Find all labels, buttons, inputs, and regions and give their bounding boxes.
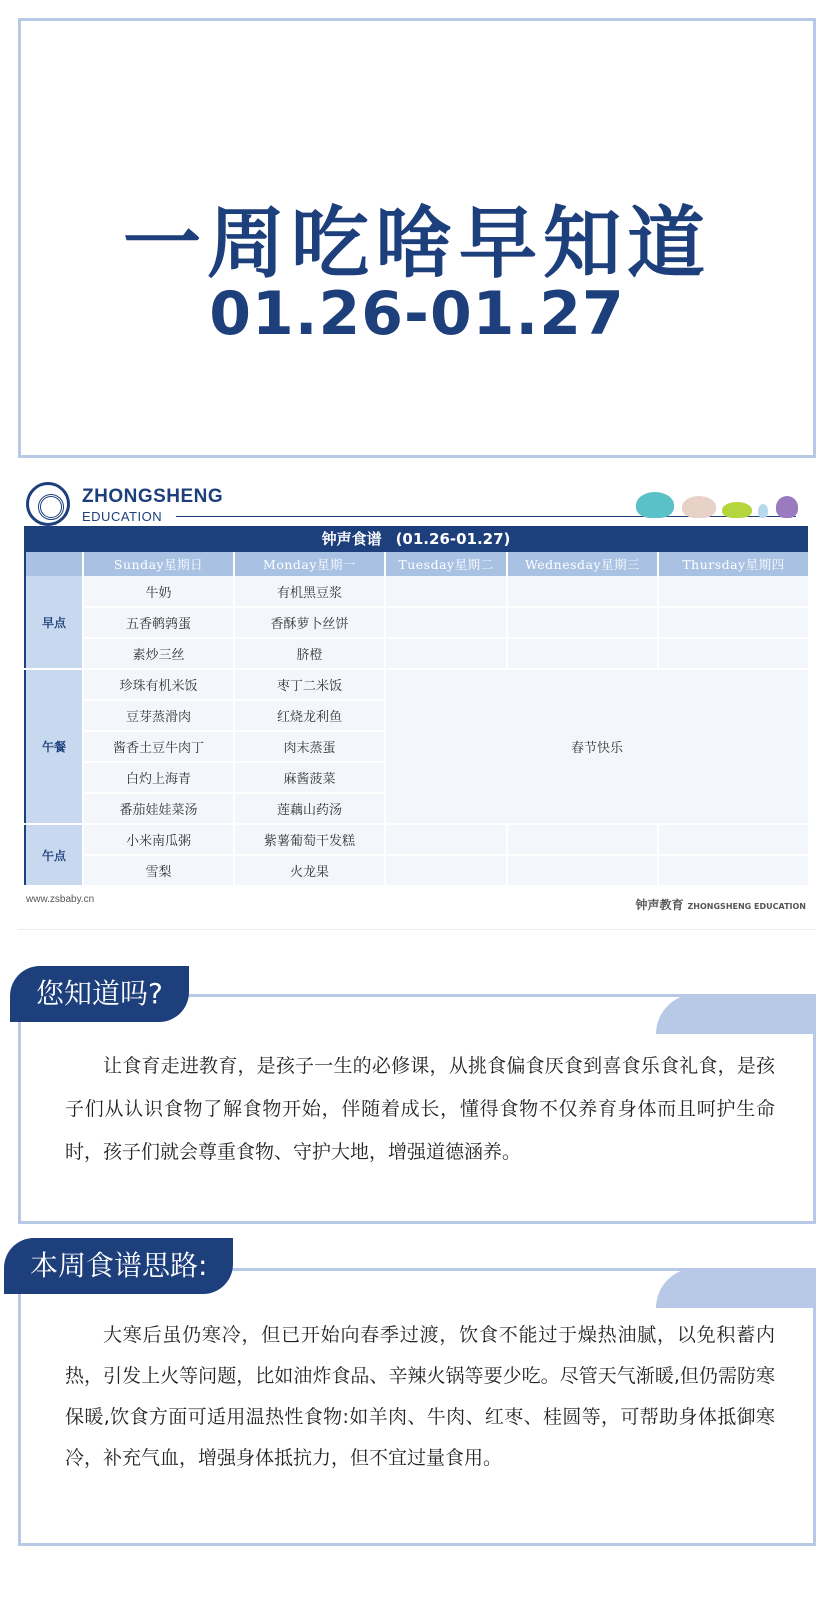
menu-title: 钟声食谱	[321, 530, 382, 548]
holiday-cell: 春节快乐	[385, 669, 809, 824]
table-cell: 红烧龙利鱼	[234, 700, 385, 731]
table-cell: 有机黑豆浆	[234, 576, 385, 607]
table-cell-empty	[507, 576, 658, 607]
table-row	[25, 638, 809, 669]
animal-illustration	[636, 482, 806, 518]
table-cell: 五香鹌鹑蛋	[83, 607, 234, 638]
footer-logo	[635, 896, 806, 913]
table-cell: 肉末蒸蛋	[234, 731, 385, 762]
bird-icon	[758, 504, 768, 518]
table-cell: 牛奶	[83, 576, 234, 607]
table-row	[25, 855, 809, 886]
did-you-know-card	[18, 994, 816, 1224]
table-cell-empty	[658, 824, 809, 855]
table-cell: 香酥萝卜丝饼	[234, 607, 385, 638]
menu-title-bar	[24, 526, 808, 552]
table-row	[25, 669, 809, 700]
table-cell-empty	[507, 607, 658, 638]
table-cell-empty	[385, 576, 507, 607]
table-cell: 豆芽蒸滑肉	[83, 700, 234, 731]
did-you-know-text: 让食育走进教育，是孩子一生的必修课，从挑食偏食厌食到喜食乐食礼食，是孩子们从认识食物了解食物开始，伴随着成长，懂得食物不仅养育身体而且呵护生命时，孩子们就会尊重食物、守护大地，增强道德涵养。	[65, 1055, 775, 1163]
table-header-wednesday: Wednesday星期三	[507, 552, 658, 576]
table-cell: 番茄娃娃菜汤	[83, 793, 234, 824]
meal-label-breakfast: 早点	[25, 576, 83, 669]
table-cell-empty	[507, 855, 658, 886]
table-cell: 枣丁二米饭	[234, 669, 385, 700]
card-corner-decoration	[656, 1268, 816, 1308]
did-you-know-tab: 您知道吗?	[10, 966, 189, 1022]
school-seal-icon	[26, 482, 70, 526]
table-cell-empty	[385, 824, 507, 855]
menu-sheet	[18, 474, 816, 930]
table-cell-empty	[658, 855, 809, 886]
table-cell-empty	[658, 638, 809, 669]
brand-subtitle: EDUCATION	[82, 509, 163, 524]
table-cell: 火龙果	[234, 855, 385, 886]
table-cell: 珍珠有机米饭	[83, 669, 234, 700]
elephant-icon	[636, 492, 674, 518]
hero-title: 一周吃啥早知道	[122, 199, 711, 289]
footer-logo-en: ZHONGSHENG EDUCATION	[687, 902, 806, 911]
table-header-monday: Monday星期一	[234, 552, 385, 576]
table-cell-empty	[658, 576, 809, 607]
squirrel-icon	[776, 496, 798, 518]
table-cell: 雪梨	[83, 855, 234, 886]
menu-idea-text: 大寒后虽仍寒冷，但已开始向春季过渡，饮食不能过于燥热油腻，以免积蓄内热，引发上火等问题，比如油炸食品、辛辣火锅等要少吃。尽管天气渐暖,但仍需防寒保暖,饮食方面可适用温热性食物:如羊肉、牛肉、红枣、桂圆等，可帮助身体抵御寒冷，补充气血，增强身体抵抗力，但不宜过量食用。	[65, 1324, 775, 1469]
table-row	[25, 824, 809, 855]
table-header-sunday: Sunday星期日	[83, 552, 234, 576]
cat-icon	[682, 496, 716, 518]
menu-table	[24, 552, 810, 887]
dog-icon	[722, 502, 752, 518]
menu-idea-card	[18, 1268, 816, 1546]
meal-label-snack: 午点	[25, 824, 83, 886]
table-cell: 素炒三丝	[83, 638, 234, 669]
table-cell-empty	[385, 855, 507, 886]
menu-date-range: (01.26-01.27)	[395, 530, 511, 548]
table-header-blank	[25, 552, 83, 576]
menu-idea-tab: 本周食谱思路:	[4, 1238, 233, 1294]
table-cell: 小米南瓜粥	[83, 824, 234, 855]
table-cell: 紫薯葡萄干发糕	[234, 824, 385, 855]
hero-card	[18, 18, 816, 458]
table-cell-empty	[385, 638, 507, 669]
meal-label-lunch: 午餐	[25, 669, 83, 824]
table-header-row	[25, 552, 809, 576]
footer-logo-cn: 钟声教育	[635, 898, 684, 912]
table-cell-empty	[507, 824, 658, 855]
card-corner-decoration	[656, 994, 816, 1034]
table-header-thursday: Thursday星期四	[658, 552, 809, 576]
table-cell: 酱香土豆牛肉丁	[83, 731, 234, 762]
brand-name: ZHONGSHENG	[82, 486, 224, 507]
table-cell: 脐橙	[234, 638, 385, 669]
hero-date: 01.26-01.27	[209, 279, 625, 349]
table-cell-empty	[507, 638, 658, 669]
table-row	[25, 576, 809, 607]
brand-header	[26, 480, 286, 528]
table-header-tuesday: Tuesday星期二	[385, 552, 507, 576]
table-cell: 白灼上海青	[83, 762, 234, 793]
table-cell: 麻酱菠菜	[234, 762, 385, 793]
table-cell-empty	[658, 607, 809, 638]
website-url: www.zsbaby.cn	[26, 894, 95, 905]
table-cell: 莲藕山药汤	[234, 793, 385, 824]
table-row	[25, 607, 809, 638]
table-cell-empty	[385, 607, 507, 638]
